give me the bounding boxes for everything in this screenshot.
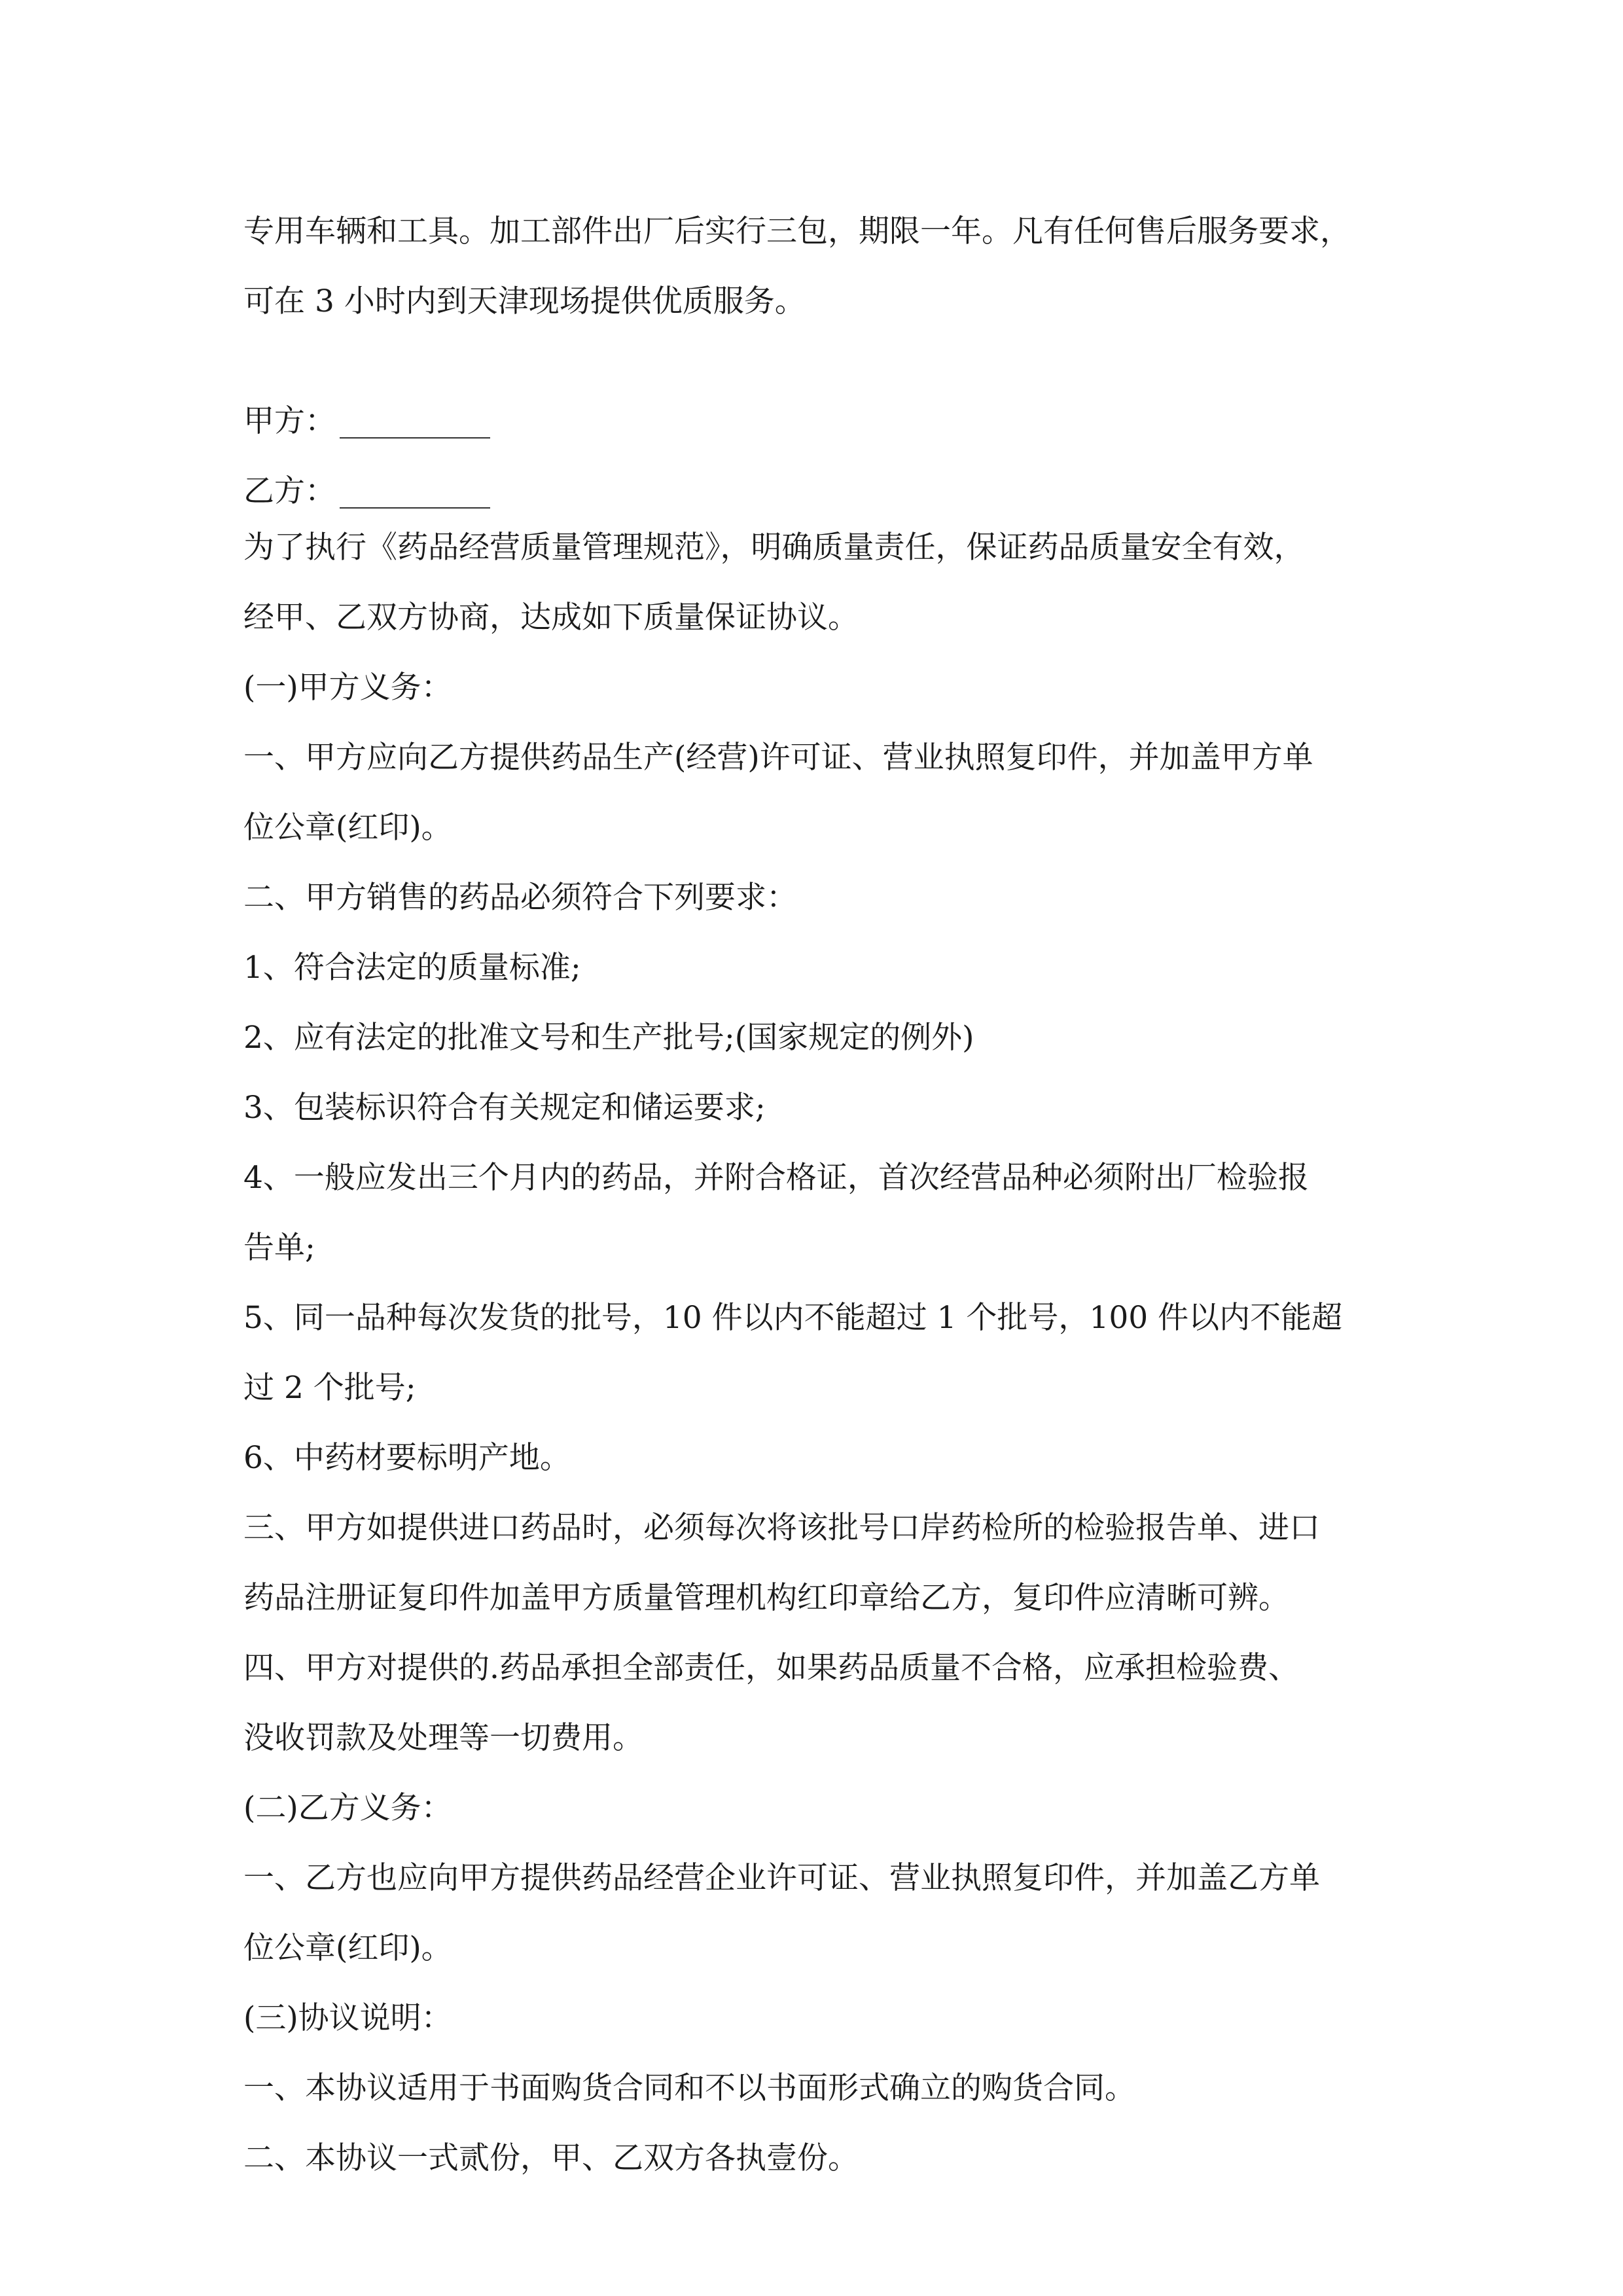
body-line: 一、本协议适用于书面购货合同和不以书面形式确立的购货合同。 [243, 2070, 1135, 2106]
party-b-label: 乙方： [243, 473, 336, 509]
party-signature-block [243, 386, 1421, 526]
body-line: 4、一般应发出三个月内的药品，并附合格证，首次经营品种必须附出厂检验报 [243, 1160, 1309, 1196]
body-line: 二、甲方销售的药品必须符合下列要求： [243, 880, 797, 916]
section-heading-party-a: (一)甲方义务： [243, 670, 452, 706]
body-line: 二、本协议一式贰份，甲、乙双方各执壹份。 [243, 2140, 859, 2176]
intro-line: 可在 3 小时内到天津现场提供优质服务。 [243, 283, 806, 319]
intro-paragraph [243, 196, 1421, 336]
section-heading-agreement-notes: (三)协议说明： [243, 2000, 452, 2036]
agreement-body [243, 512, 1421, 2193]
body-line: 药品注册证复印件加盖甲方质量管理机构红印章给乙方，复印件应清晰可辨。 [243, 1580, 1289, 1616]
body-line: 6、中药材要标明产地。 [243, 1440, 571, 1476]
body-line: 经甲、乙双方协商，达成如下质量保证协议。 [243, 600, 859, 636]
body-line: 3、包装标识符合有关规定和储运要求; [243, 1090, 766, 1126]
party-b-blank[interactable] [340, 507, 490, 509]
section-heading-party-b: (二)乙方义务： [243, 1790, 452, 1826]
body-line: 没收罚款及处理等一切费用。 [243, 1720, 643, 1756]
body-line: 5、同一品种每次发货的批号，10 件以内不能超过 1 个批号，100 件以内不能超 [243, 1300, 1343, 1336]
body-line: 告单; [243, 1230, 315, 1266]
party-a-blank[interactable] [340, 437, 490, 439]
body-line: 位公章(红印)。 [243, 810, 452, 846]
body-line: 为了执行《药品经营质量管理规范》，明确质量责任，保证药品质量安全有效， [243, 529, 1305, 565]
body-line: 位公章(红印)。 [243, 1930, 452, 1966]
body-line: 一、甲方应向乙方提供药品生产(经营)许可证、营业执照复印件，并加盖甲方单 [243, 740, 1313, 776]
intro-line: 专用车辆和工具。加工部件出厂后实行三包，期限一年。凡有任何售后服务要求， [243, 213, 1351, 249]
body-line: 2、应有法定的批准文号和生产批号;(国家规定的例外) [243, 1020, 974, 1056]
body-line: 一、乙方也应向甲方提供药品经营企业许可证、营业执照复印件，并加盖乙方单 [243, 1860, 1320, 1896]
body-line: 1、符合法定的质量标准; [243, 950, 581, 986]
party-a-label: 甲方： [243, 403, 336, 439]
body-line: 三、甲方如提供进口药品时，必须每次将该批号口岸药检所的检验报告单、进口 [243, 1510, 1320, 1546]
body-line: 四、甲方对提供的.药品承担全部责任，如果药品质量不合格，应承担检验费、 [243, 1650, 1299, 1686]
body-line: 过 2 个批号; [243, 1370, 416, 1406]
party-a-row [243, 386, 1421, 456]
